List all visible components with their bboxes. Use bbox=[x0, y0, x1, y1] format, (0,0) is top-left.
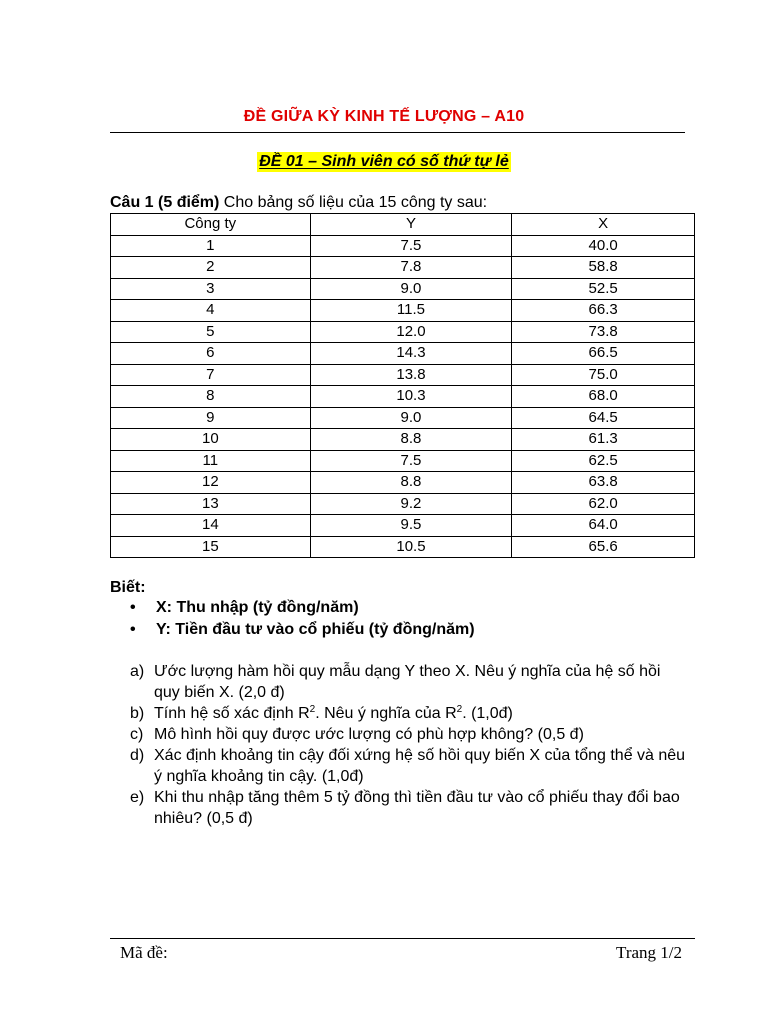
cell-company: 4 bbox=[111, 300, 311, 322]
cell-company: 15 bbox=[111, 536, 311, 558]
data-table bbox=[110, 213, 695, 558]
item-text: Ước lượng hàm hồi quy mẫu dạng Y theo X. Nêu ý nghĩa của hệ số hồi quy biến X. (2,0 đ) bbox=[154, 663, 661, 701]
cell-company: 13 bbox=[111, 493, 311, 515]
table-row bbox=[111, 386, 695, 408]
cell-x: 73.8 bbox=[512, 321, 695, 343]
cell-x: 61.3 bbox=[512, 429, 695, 451]
table-row bbox=[111, 321, 695, 343]
cell-x: 66.3 bbox=[512, 300, 695, 322]
cell-y: 10.3 bbox=[310, 386, 512, 408]
item-text: Xác định khoảng tin cậy đối xứng hệ số hồi quy biến X của tổng thể và nêu ý nghĩa khoảng tin cậy. (1,0đ) bbox=[154, 747, 686, 785]
cell-company: 14 bbox=[111, 515, 311, 537]
cell-company: 6 bbox=[111, 343, 311, 365]
cell-y: 7.5 bbox=[310, 450, 512, 472]
table-row bbox=[111, 364, 695, 386]
item-e bbox=[130, 787, 690, 829]
item-text: Khi thu nhập tăng thêm 5 tỷ đồng thì tiền đầu tư vào cổ phiếu thay đổi bao nhiêu? (0,5 đ) bbox=[154, 789, 680, 827]
cell-x: 65.6 bbox=[512, 536, 695, 558]
header-cong-ty: Công ty bbox=[111, 214, 311, 236]
question-label: Câu 1 (5 điểm) bbox=[110, 194, 220, 211]
item-marker: b) bbox=[130, 705, 145, 722]
superscript-2: 2 bbox=[309, 704, 316, 715]
header-y: Y bbox=[310, 214, 512, 236]
cell-company: 3 bbox=[111, 278, 311, 300]
exam-title: ĐỀ GIỮA KỲ KINH TẾ LƯỢNG – A10 bbox=[243, 108, 525, 125]
title-divider bbox=[110, 132, 685, 133]
exam-subtitle: ĐỀ 01 – Sinh viên có số thứ tự lẻ bbox=[259, 153, 509, 170]
cell-x: 52.5 bbox=[512, 278, 695, 300]
cell-y: 7.5 bbox=[310, 235, 512, 257]
table-row bbox=[111, 515, 695, 537]
table-row bbox=[111, 235, 695, 257]
item-marker: d) bbox=[130, 747, 145, 764]
exam-code-label: Mã đề: bbox=[120, 943, 168, 962]
variable-x: • X: Thu nhập (tỷ đồng/năm) bbox=[130, 597, 475, 619]
cell-x: 68.0 bbox=[512, 386, 695, 408]
cell-x: 64.5 bbox=[512, 407, 695, 429]
cell-company: 2 bbox=[111, 257, 311, 279]
cell-x: 62.0 bbox=[512, 493, 695, 515]
table-row bbox=[111, 493, 695, 515]
item-text-part1: Tính hệ số xác định R bbox=[154, 705, 310, 722]
variable-list bbox=[130, 597, 475, 641]
table-row bbox=[111, 450, 695, 472]
table-row bbox=[111, 472, 695, 494]
cell-company: 8 bbox=[111, 386, 311, 408]
question-intro-text: Cho bảng số liệu của 15 công ty sau: bbox=[219, 194, 488, 211]
cell-x: 75.0 bbox=[512, 364, 695, 386]
cell-y: 8.8 bbox=[310, 472, 512, 494]
cell-company: 12 bbox=[111, 472, 311, 494]
cell-x: 40.0 bbox=[512, 235, 695, 257]
cell-x: 64.0 bbox=[512, 515, 695, 537]
cell-company: 9 bbox=[111, 407, 311, 429]
table-row bbox=[111, 407, 695, 429]
header-x: X bbox=[512, 214, 695, 236]
table-row bbox=[111, 257, 695, 279]
item-a bbox=[130, 661, 690, 703]
page-number: Trang 1/2 bbox=[616, 943, 682, 962]
question-intro bbox=[110, 194, 487, 212]
item-marker: a) bbox=[130, 663, 145, 680]
item-d bbox=[130, 745, 690, 787]
cell-x: 63.8 bbox=[512, 472, 695, 494]
known-label: Biết: bbox=[110, 579, 146, 596]
table-row bbox=[111, 536, 695, 558]
cell-company: 7 bbox=[111, 364, 311, 386]
table-row bbox=[111, 429, 695, 451]
cell-y: 12.0 bbox=[310, 321, 512, 343]
table-row bbox=[111, 343, 695, 365]
item-marker: e) bbox=[130, 789, 145, 806]
item-marker: c) bbox=[130, 726, 144, 743]
question-items bbox=[130, 661, 690, 829]
subtitle-container bbox=[0, 152, 768, 172]
cell-company: 1 bbox=[111, 235, 311, 257]
item-b bbox=[130, 703, 690, 724]
variable-y: • Y: Tiền đầu tư vào cổ phiếu (tỷ đồng/năm) bbox=[130, 619, 475, 641]
item-text: Mô hình hồi quy được ước lượng có phù hợp không? (0,5 đ) bbox=[154, 726, 584, 743]
cell-y: 11.5 bbox=[310, 300, 512, 322]
cell-y: 7.8 bbox=[310, 257, 512, 279]
cell-y: 14.3 bbox=[310, 343, 512, 365]
cell-y: 10.5 bbox=[310, 536, 512, 558]
cell-y: 9.2 bbox=[310, 493, 512, 515]
cell-company: 5 bbox=[111, 321, 311, 343]
cell-y: 8.8 bbox=[310, 429, 512, 451]
cell-y: 9.0 bbox=[310, 407, 512, 429]
cell-x: 58.8 bbox=[512, 257, 695, 279]
item-c bbox=[130, 724, 690, 745]
item-text-part3: . (1,0đ) bbox=[462, 705, 513, 722]
cell-y: 13.8 bbox=[310, 364, 512, 386]
cell-y: 9.5 bbox=[310, 515, 512, 537]
table-row bbox=[111, 278, 695, 300]
item-text-part2: . Nêu ý nghĩa của R bbox=[315, 705, 457, 722]
cell-x: 66.5 bbox=[512, 343, 695, 365]
cell-company: 10 bbox=[111, 429, 311, 451]
cell-y: 9.0 bbox=[310, 278, 512, 300]
footer-divider bbox=[110, 938, 695, 939]
table-row bbox=[111, 300, 695, 322]
cell-company: 11 bbox=[111, 450, 311, 472]
cell-x: 62.5 bbox=[512, 450, 695, 472]
table-header-row bbox=[111, 214, 695, 236]
superscript-2: 2 bbox=[456, 704, 463, 715]
